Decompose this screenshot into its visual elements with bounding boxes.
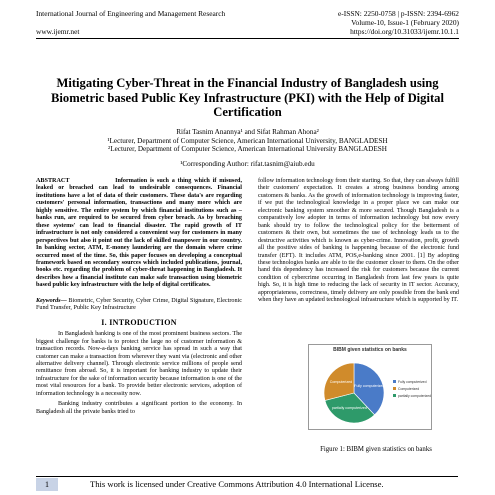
footer (36, 476, 458, 492)
introduction-paragraph-1: In Bangladesh banking is one of the most prominent business sectors. The biggest challenge for banks is to protect the large no of customer information & transaction records. Now-a-days banking service has spread in such a way that customer can make a transaction from wherever they want via (electronic and other alternative delivery channel). Through electronic service millions of people send remittance from abroad. So, it is important for banking industry to update their infrastructure for the sake of information security because information is one of the most vital resources for a bank. To provide better electronic services, adoption of information technology is a necessity now. (36, 331, 242, 397)
authors: Rifat Tasnim Anannya¹ and Sifat Rahman Ahona² (176, 128, 319, 136)
pie-chart (309, 345, 431, 429)
legend-swatch-1 (393, 387, 396, 390)
pie-slice-label-2: Computerized (329, 379, 353, 384)
abstract-section (36, 178, 242, 290)
title-line-1: Mitigating Cyber-Threat in the Financial Industry of Bangladesh using (56, 76, 439, 90)
left-column (36, 178, 242, 417)
header-divider (36, 38, 459, 39)
legend-label-0: Fully computerized (398, 380, 427, 384)
journal-name: International Journal of Engineering and Management Research (36, 9, 226, 18)
legend-label-2: partially computerized (398, 394, 431, 398)
page-number: 1 (36, 478, 58, 491)
keywords-label: Keywords— (36, 297, 67, 304)
affiliation-1: ¹Lecturer, Department of Computer Science, American International University, BANGLADESH (107, 137, 388, 145)
chart-title: BIBM given statistics on banks (333, 347, 407, 353)
issn: e-ISSN: 2250-0758 | p-ISSN: 2394-6962 (338, 9, 459, 18)
right-column-paragraph: follow information technology from their starting. So that, they can always fulfill their customers' expectation. It creates a strong business bonding among customers & banks. As the growth of information technology is improving faster, if we put the technological knowledge in a proper place we can make our electronic banking system smoother & more secured. Though Bangladesh is a comparatively low adopter in terms of information technology but now every bank should try to follow the technological policy for the betterment of customers & their own, but sometimes the use of technology leads us to the destructive activities which is known as cyber-crime. Innovation, profit, growth all the positive sides of banking is happening because of the electronic fund transfer (EFT). It includes ATM, POS,e-banking since 2001. [1] By adopting these technologies banks are able to tie the customer closer to them. On the other hand this dependency has increased the risk for customers because the current condition of cybercrime occurring in Bangladesh from last few years is quite high. So, it is high time to reducing the lack of security in IT sector. Accuracy, appropriateness, correctness, timely delivery are only possible from the bank end when they have an updated technological infrastructure which is supported by IT. (258, 178, 459, 304)
introduction-paragraph-2: Banking industry contributes a significant portion to the economy. In Bangladesh all the private banks tried to (36, 401, 242, 415)
pie-slice-label-0: Fully computerized (354, 383, 385, 388)
legend-label-1: Computerized (398, 387, 420, 391)
figure-1-chart (308, 344, 432, 430)
title-line-3: Certification (213, 105, 282, 119)
legend-swatch-2 (393, 394, 396, 397)
keywords-text: Biometric, Cyber Security, Cyber Crime, Digital Signature, Electronic Fund Transfer, Public Key Infrastructure (36, 297, 242, 312)
license-notice[interactable]: This work is licensed under Creative Commons Attribution 4.0 International License. (90, 479, 384, 489)
doi-link[interactable]: https://doi.org/10.31033/ijemr.10.1.1 (350, 27, 459, 36)
legend-swatch-0 (393, 380, 396, 383)
volume-issue: Volume-10, Issue-1 (February 2020) (351, 18, 459, 27)
pie-slice-label-1: partially computerized (331, 405, 367, 410)
title-line-2: Biometric based Public Key Infrastructure (PKI) with the Help of Digital (51, 90, 444, 105)
introduction-heading: I. INTRODUCTION (101, 317, 177, 327)
paper-title (30, 76, 465, 120)
corresponding-author: ¹Corresponding Author: rifat.tasnim@aiub.edu (180, 160, 315, 168)
abstract-label: ABSTRACT (36, 178, 70, 184)
affiliation-2: ²Lecturer, Department of Computer Science, American International University BANGLADESH (108, 145, 387, 153)
figure-caption: Figure 1: BIBM given statistics on banks (320, 446, 432, 453)
keywords (36, 298, 242, 313)
abstract-text: Information is such a thing which if misused, leaked or breached can lead to undesirable consequences. Financial institutions have a lot of data of their customers. These data's are regarding customers' personal information, transactions and many more which are highly sensitive. The entire system by which financial institutions such as – banks run, are required to be secured from cyber breach. As by breaching these systems' can lead to financial disaster. The rapid growth of IT infrastructure is not only considered a convenient way for customers in many perspectives but also it point out the lack of skilled manpower in our country. In banking sector, ATM, E-money laundering are the domain where crime occurred most of the time. So, this paper focuses on developing a conceptual framework based on secondary sources which included publications, journal, books etc. regarding the problem of cyber-threat happening in Bangladesh. It describes how a financial institute can make safe transaction using biometric based public key infrastructure with the help of digital certificates. (36, 178, 242, 289)
right-column (258, 178, 459, 306)
journal-website[interactable]: www.ijemr.net (36, 27, 80, 36)
